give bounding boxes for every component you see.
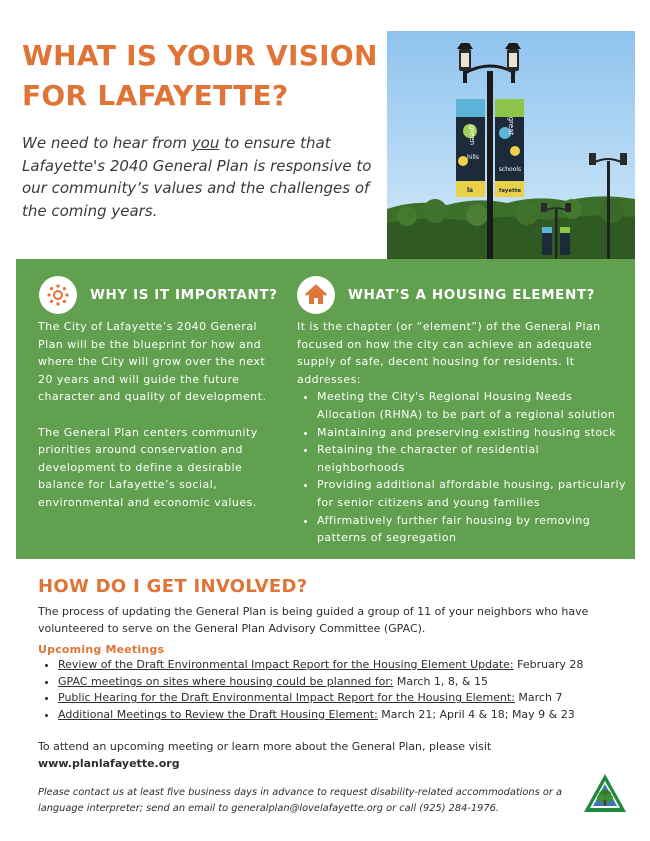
why-heading: [39, 276, 278, 314]
banner-left-word-2: hills: [467, 154, 479, 161]
meeting-item: [58, 657, 648, 674]
meeting-item: [58, 707, 648, 724]
intro-paragraph: [22, 132, 382, 222]
meeting-date: March 7: [514, 691, 563, 705]
intro-text-after: to ensure that Lafayette's 2040 General Plan is responsive to our community’s values and the challenges of the coming years.: [22, 134, 372, 220]
meeting-link[interactable]: Public Hearing for the Draft Environmental Impact Report for the Housing Element:: [58, 691, 515, 705]
meeting-date: March 1, 8, & 15: [393, 674, 488, 688]
meetings-label: Upcoming Meetings: [38, 643, 165, 656]
banner-left-word-1: green: [468, 124, 476, 146]
housing-bullet: • Maintaining and preserving existing housing stock: [317, 424, 629, 442]
banner-right-word-1: great: [507, 116, 515, 136]
intro-emphasis: you: [191, 134, 220, 152]
accessibility-contact: Please contact us at least five business days in advance to request disability-related accommodations or a language interpreter; send an email to generalplan@lovelafayette.org or call (925) 284-1976.: [38, 787, 562, 814]
housing-intro: It is the chapter (or “element”) of the General Plan focused on how the city can achieve an adequate supply of safe, decent housing for residents. It addresses:: [297, 320, 601, 386]
involved-title: HOW DO I GET INVOLVED?: [38, 576, 308, 597]
info-panel: [16, 259, 635, 559]
headline-line-1: WHAT IS YOUR VISION: [22, 39, 378, 72]
housing-bullets: [297, 388, 629, 546]
page-headline: [22, 36, 382, 116]
banner-right-word-2: schools: [498, 166, 522, 173]
meeting-link[interactable]: Review of the Draft Environmental Impact Report for the Housing Element Update:: [58, 658, 514, 671]
housing-heading: [297, 276, 595, 314]
meeting-date: March 21; April 4 & 18; May 9 & 23: [377, 708, 575, 722]
intro-text-before: We need to hear from: [22, 134, 192, 152]
housing-bullet: • Meeting the City's Regional Housing Needs Allocation (RHNA) to be part of a regional solution: [317, 388, 629, 423]
house-icon: [297, 276, 335, 314]
headline-line-2: FOR LAFAYETTE?: [22, 79, 289, 112]
meeting-item: [58, 674, 648, 691]
why-paragraph-2: The General Plan centers community priorities around conservation and development to define a desirable balance for Lafayette’s social, environmental and economic values.: [38, 425, 258, 509]
attend-info: [38, 739, 598, 772]
housing-body: [297, 318, 629, 547]
street-lamp-photo: [387, 31, 635, 259]
banner-right-bottom: fayette: [498, 188, 522, 194]
meeting-link[interactable]: Additional Meetings to Review the Draft Housing Element:: [58, 708, 378, 722]
lafayette-logo: [582, 772, 628, 814]
meetings-list: [38, 657, 648, 724]
website-link[interactable]: www.planlafayette.org: [38, 756, 180, 770]
banner-left-bottom: la: [466, 187, 474, 194]
housing-bullet: • Retaining the character of residential neighborhoods: [317, 441, 629, 476]
why-title: WHY IS IT IMPORTANT?: [90, 287, 278, 303]
housing-bullet: • Providing additional affordable housing, particularly for senior citizens and young families: [317, 476, 629, 511]
meeting-link[interactable]: GPAC meetings on sites where housing could be planned for:: [58, 674, 394, 688]
why-paragraph-1: The City of Lafayette’s 2040 General Plan will be the blueprint for how and where the City will grow over the next 20 years and will guide the future character and quality of development.: [38, 320, 267, 404]
housing-title: WHAT'S A HOUSING ELEMENT?: [348, 287, 596, 303]
meeting-item: [58, 690, 648, 707]
housing-bullet: • Affirmatively further fair housing by removing patterns of segregation: [317, 512, 629, 547]
sun-icon: [39, 276, 77, 314]
involved-description: The process of updating the General Plan is being guided a group of 11 of your neighbors who have volunteered to serve on the General Plan Advisory Committee (GPAC).: [38, 605, 589, 635]
why-body: [38, 318, 272, 529]
attend-text: To attend an upcoming meeting or learn more about the General Plan, please visit: [38, 740, 492, 753]
meeting-date: February 28: [513, 658, 584, 671]
